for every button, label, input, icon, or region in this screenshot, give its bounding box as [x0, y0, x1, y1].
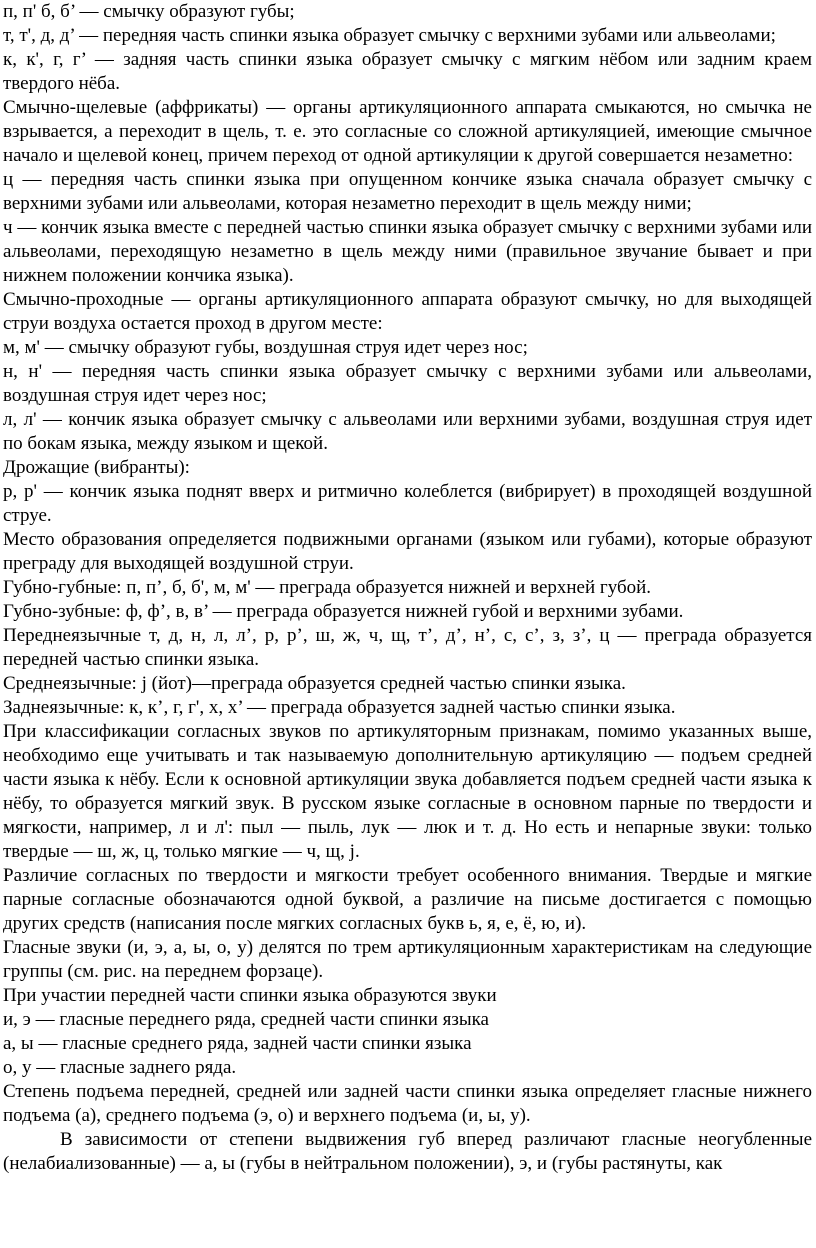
paragraph-labiodental: Губно-зубные: ф, ф’, в, в’ — преграда образуется нижней губой и верхними зубами.	[3, 601, 684, 622]
paragraph-trills-heading: Дрожащие (вибранты):	[3, 457, 190, 478]
paragraph-hard-soft-distinction: Различие согласных по твердости и мягкости требует особенного внимания. Твердые и мягкие парные согласные обозначаются одной буквой, а различие на письме достигается с помощью других средств (написания после мягких согласных букв ь, я, е, ё, ю, и).	[3, 865, 812, 934]
paragraph-affricates-heading: Смычно-щелевые (аффрикаты) — органы артикуляционного аппарата смыкаются, но смычка не взрывается, а переходит в щель, т. е. это согласные со сложной артикуляцией, имеющие смычное начало и щелевой конец, причем переход от одной артикуляции к другой совершается незаметно:	[3, 97, 812, 166]
paragraph-nasal-m: м, м' — смычку образуют губы, воздушная струя идет через нос;	[3, 337, 528, 358]
paragraph-mid-lingual: Среднеязычные: j (йот)—преграда образуется средней частью спинки языка.	[3, 673, 626, 694]
paragraph-bilabial: Губно-губные: п, п’, б, б', м, м' — преграда образуется нижней и верхней губой.	[3, 577, 652, 598]
paragraph-lip-rounding: В зависимости от степени выдвижения губ вперед различают гласные неогубленные (нелабиализованные) — а, ы (губы в нейтральном положении), э, и (губы растянуты, как	[3, 1129, 812, 1174]
paragraph-palatalization: При классификации согласных звуков по артикуляторным признакам, помимо указанных выше, необходимо еще учитывать и так называемую дополнительную артикуляцию — подъем средней части языка к нёбу. Если к основной артикуляции звука добавляется подъем средней части языка к нёбу, то образуется мягкий звук. В русском языке согласные в основном парные по твердости и мягкости, например, л и л': пыл — пыль, лук — люк и т. д. Но есть и непарные звуки: только твердые — ш, ж, ц, только мягкие — ч, щ, j.	[3, 721, 812, 862]
paragraph-nasal-n: н, н' — передняя часть спинки языка образует смычку с верхними зубами или альвеолами, воздушная струя идет через нос;	[3, 361, 812, 406]
paragraph-vowels-intro: Гласные звуки (и, э, а, ы, о, у) делятся по трем артикуляционным характеристикам на следующие группы (см. рис. на переднем форзаце).	[3, 937, 812, 982]
paragraph-affricate-ts: ц — передняя часть спинки языка при опущенном кончике языка сначала образует смычку с верхними зубами или альвеолами, которая незаметно переходит в щель между ними;	[3, 169, 812, 214]
paragraph-affricate-ch: ч — кончик языка вместе с передней частью спинки языка образует смычку с верхними зубами или альвеолами, переходящую незаметно в щель между ними (правильное звучание бывает и при нижнем положении кончика языка).	[3, 217, 812, 286]
paragraph-middle-row-vowels: а, ы — гласные среднего ряда, задней части спинки языка	[3, 1033, 472, 1054]
paragraph-nasals-laterals-heading: Смычно-проходные — органы артикуляционного аппарата образуют смычку, но для выходящей струи воздуха остается проход в другом месте:	[3, 289, 812, 334]
paragraph-place-of-articulation: Место образования определяется подвижными органами (языком или губами), которые образуют преграду для выходящей воздушной струи.	[3, 529, 812, 574]
paragraph-bilabial-stops: п, п' б, б’ — смычку образуют губы;	[3, 1, 295, 22]
paragraph-dental-stops: т, т', д, д’ — передняя часть спинки языка образует смычку с верхними зубами или альвеолами;	[3, 25, 776, 46]
paragraph-back-lingual: Заднеязычные: к, к’, г, г', х, х’ — преграда образуется задней частью спинки языка.	[3, 697, 676, 718]
paragraph-front-lingual: Переднеязычные т, д, н, л, л’, р, р’, ш, ж, ч, щ, т’, д’, н’, с, с’, з, з’, ц — преграда образуется передней частью спинки языка.	[3, 625, 812, 670]
paragraph-vowel-height: Степень подъема передней, средней или задней части спинки языка определяет гласные нижнего подъема (а), среднего подъема (э, о) и верхнего подъема (и, ы, у).	[3, 1081, 812, 1126]
paragraph-front-tongue-vowels: При участии передней части спинки языка образуются звуки	[3, 985, 497, 1006]
paragraph-lateral-l: л, л' — кончик языка образует смычку с альвеолами или верхними зубами, воздушная струя идет по бокам языка, между языком и щекой.	[3, 409, 812, 454]
paragraph-trill-r: р, р' — кончик языка поднят вверх и ритмично колеблется (вибрирует) в проходящей воздушной струе.	[3, 481, 812, 526]
paragraph-velar-stops: к, к', г, г’ — задняя часть спинки языка образует смычку с мягким нёбом или задним краем твердого нёба.	[3, 49, 812, 94]
paragraph-front-row-vowels: и, э — гласные переднего ряда, средней части спинки языка	[3, 1009, 489, 1030]
paragraph-back-row-vowels: о, у — гласные заднего ряда.	[3, 1057, 237, 1078]
